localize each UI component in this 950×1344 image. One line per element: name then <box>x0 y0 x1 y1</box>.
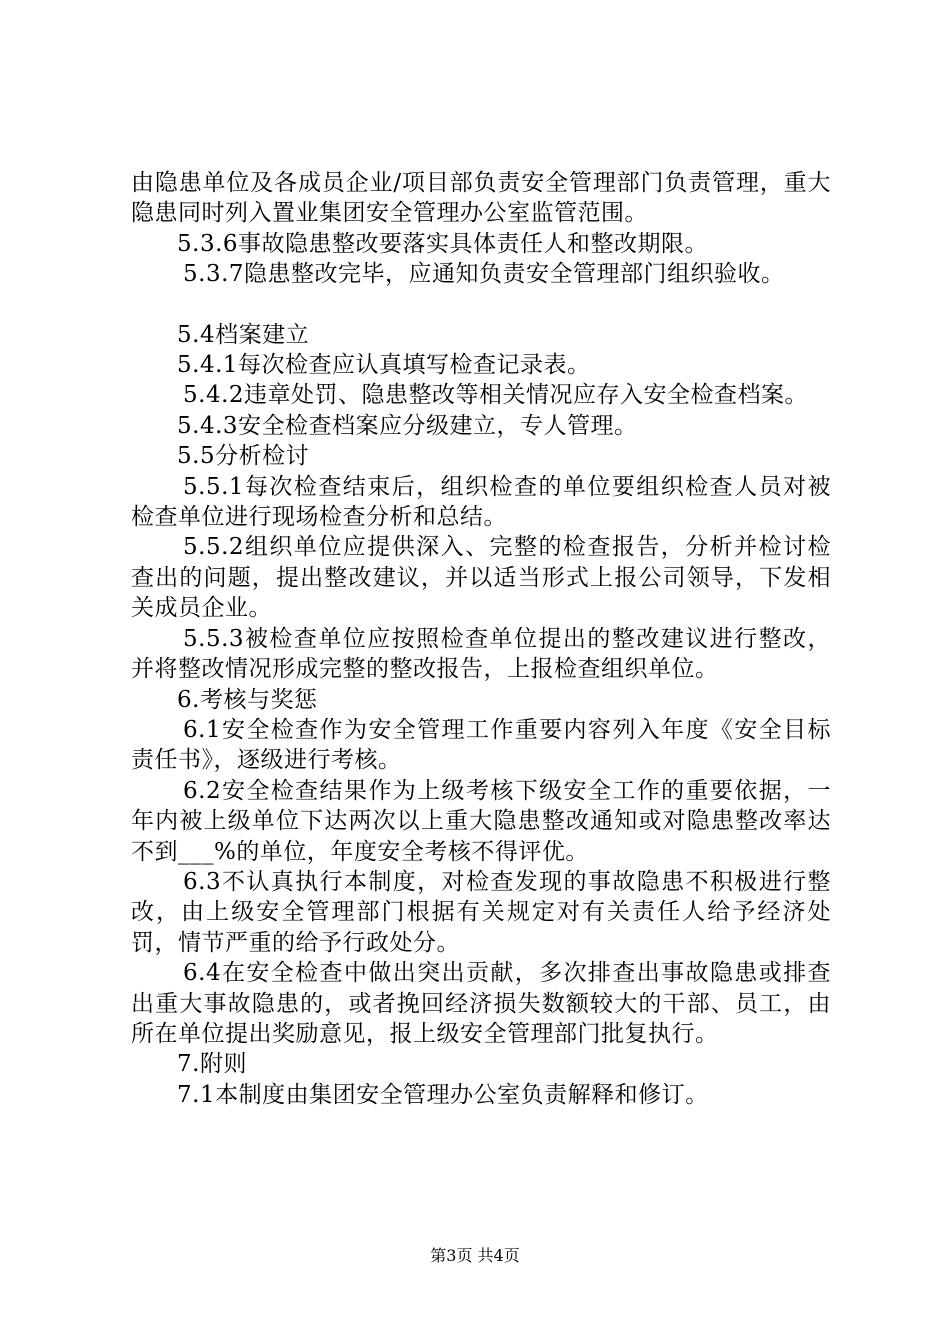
paragraph-5-4-3: 5.4.3安全检查档案应分级建立，专人管理。 <box>177 412 638 439</box>
heading-6: 6.考核与奖惩 <box>177 686 318 713</box>
paragraph-5-4-1: 5.4.1每次检查应认真填写检查记录表。 <box>177 352 591 379</box>
paragraph-5-3-7: 5.3.7隐患整改完毕，应通知负责安全管理部门组织验收。 <box>183 261 785 288</box>
paragraph-7-1: 7.1本制度由集团安全管理办公室负责解释和修订。 <box>177 1081 709 1108</box>
heading-5-5: 5.5分析检讨 <box>177 443 310 470</box>
paragraph-6-2: 6.2安全检查结果作为上级考核下级安全工作的重要依据，一年内被上级单位下达两次以上重大隐患整改通知或对隐患整改率达不到___%的单位，年度安全考核不得评优。 <box>131 777 831 865</box>
paragraph-6-4: 6.4在安全检查中做出突出贡献，多次排查出事故隐患或排查出重大事故隐患的，或者挽回经济损失数额较大的干部、员工，由所在单位提出奖励意见，报上级安全管理部门批复执行。 <box>131 960 831 1047</box>
paragraph-6-1: 6.1安全检查作为安全管理工作重要内容列入年度《安全目标责任书》，逐级进行考核。 <box>131 716 831 774</box>
page-footer: 第3页 共4页 <box>430 1246 520 1265</box>
paragraph-continuation: 由隐患单位及各成员企业/项目部负责安全管理部门负责管理，重大隐患同时列入置业集团安全管理办公室监管范围。 <box>131 170 831 227</box>
paragraph-6-3: 6.3不认真执行本制度，对检查发现的事故隐患不积极进行整改，由上级安全管理部门根据有关规定对有关责任人给予经济处罚，情节严重的给予行政处分。 <box>131 868 831 956</box>
heading-5-4: 5.4档案建立 <box>177 321 310 348</box>
document-body <box>131 168 831 1110</box>
paragraph-5-5-1: 5.5.1每次检查结束后，组织检查的单位要组织检查人员对被检查单位进行现场检查分析和总结。 <box>131 473 831 531</box>
paragraph-5-5-3: 5.5.3被检查单位应按照检查单位提出的整改建议进行整改，并将整改情况形成完整的整改报告，上报检查组织单位。 <box>131 625 831 683</box>
paragraph-5-4-2: 5.4.2违章处罚、隐患整改等相关情况应存入安全检查档案。 <box>183 382 809 409</box>
paragraph-5-5-2: 5.5.2组织单位应提供深入、完整的检查报告，分析并检讨检查出的问题，提出整改建议，并以适当形式上报公司领导，下发相关成员企业。 <box>131 534 831 622</box>
paragraph-5-3-6: 5.3.6事故隐患整改要落实具体责任人和整改期限。 <box>177 230 709 257</box>
heading-7: 7.附则 <box>177 1051 247 1078</box>
